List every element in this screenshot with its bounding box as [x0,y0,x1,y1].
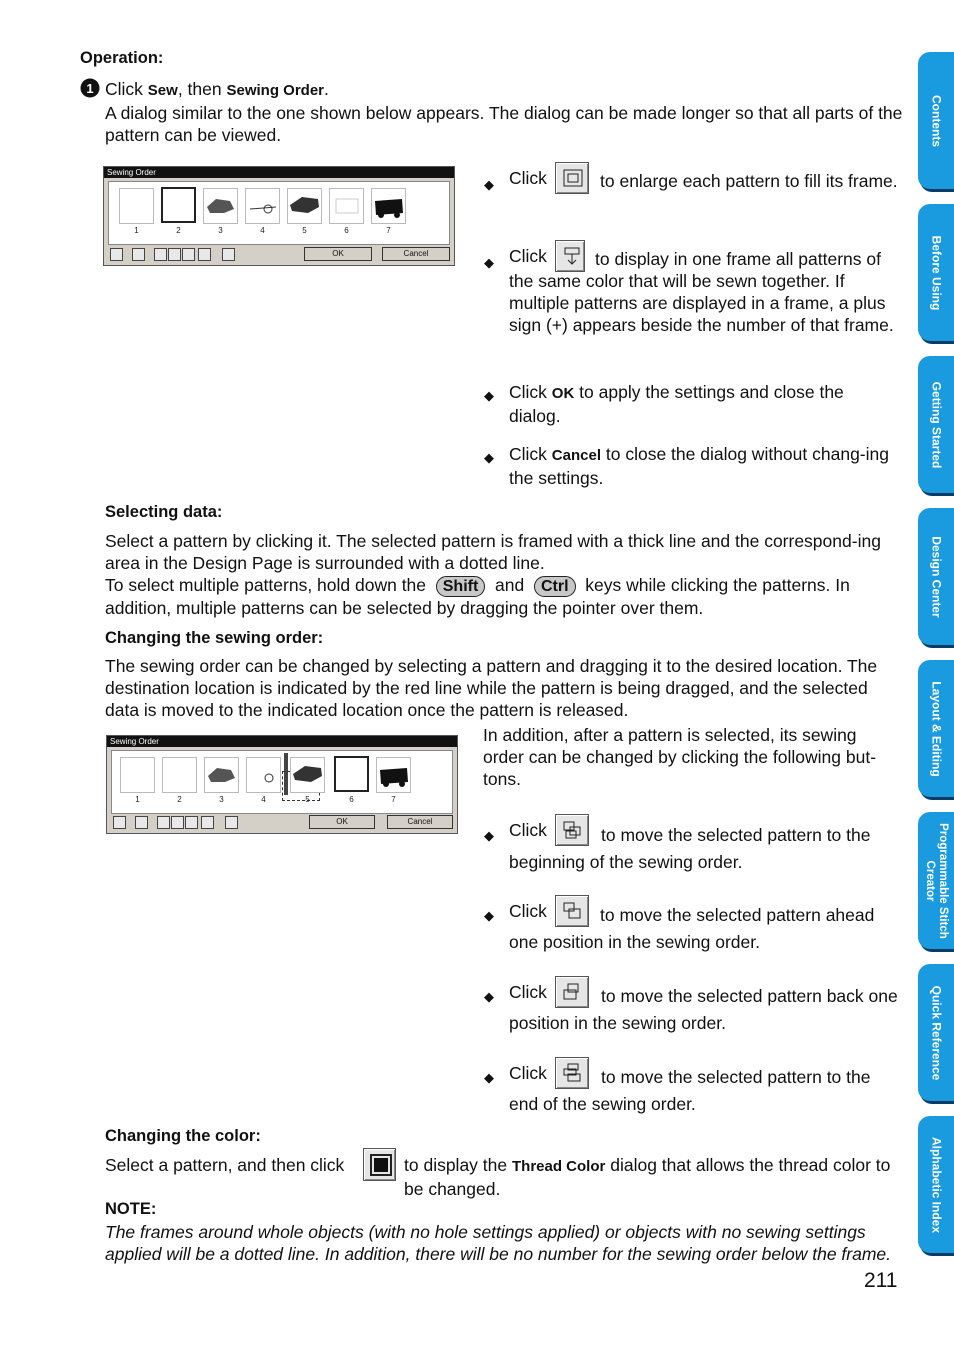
enlarge-icon[interactable] [110,248,123,261]
tab-alphabetic-index[interactable]: Alphabetic Index [918,1116,954,1253]
move-to-first-icon[interactable] [154,248,167,261]
bullet-diamond-icon: ◆ [484,450,494,465]
bullet-diamond-icon: ◆ [484,1070,494,1085]
selecting-heading: Selecting data: [105,503,223,521]
selecting-p1: Select a pattern by clicking it. The selected pattern is framed with a thick line and the correspond-ing area in the Design Page is surrounded with a dotted line. [105,531,881,573]
sewing-order-dialog-1 [103,166,455,266]
frame-number: 2 [177,795,182,804]
step1-description: A dialog similar to the one shown below appears. The dialog can be made longer so that all parts of the pattern can be viewed. [105,103,903,145]
ctrl-key: Ctrl [534,576,576,597]
move-ahead-icon[interactable] [168,248,181,261]
note-text: The frames around whole objects (with no hole settings applied) or objects with no sewing settings applied will be a dotted line. In addition, there will be no number for the sewing order below the frame. [105,1222,892,1264]
pattern-frame[interactable] [246,757,281,793]
selecting-p2: To select multiple patterns, hold down the Shift and Ctrl keys while clicking the patterns. In addition, multiple patterns can be selected by dragging the pointer over them. [105,575,850,618]
bullet-diamond-icon: ◆ [484,255,494,270]
sewing-order-dialog-2 [106,735,458,834]
frame-number: 1 [134,226,139,235]
bullet-diamond-icon: ◆ [484,908,494,923]
bullet-ok: Click OK to apply the settings and close the dialog. [509,382,844,426]
tab-design-center[interactable]: Design Center [918,508,954,645]
thread-color-icon[interactable] [363,1148,396,1181]
pattern-frame[interactable] [120,757,155,793]
step-number-badge [80,78,104,100]
dialog-title: Sewing Order [104,167,454,178]
bullet-first-text: to move the selected pattern to the beginning of the sewing order. [509,825,871,872]
ok-button[interactable]: OK [304,247,372,261]
pattern-frames-area [111,750,453,814]
pattern-frame[interactable] [371,188,406,224]
changing-order-p2: In addition, after a pattern is selected, its sewing order can be changed by clicking the following but-tons. [483,725,877,789]
tab-layout-editing[interactable]: Layout & Editing [918,660,954,797]
changing-color-text-b: to display the Thread Color dialog that allows the thread color to be changed. [404,1155,891,1199]
bullet-back-text: to move the selected pattern back one position in the sewing order. [509,986,898,1033]
move-to-last-icon[interactable] [198,248,211,261]
pattern-frame[interactable] [329,188,364,224]
shift-key: Shift [436,576,486,597]
move-to-first-icon[interactable] [157,816,170,829]
bullet-group: Click [509,240,585,272]
bullet-back: Click [509,976,589,1008]
frame-number: 6 [349,795,354,804]
move-ahead-icon[interactable] [171,816,184,829]
frame-number: 6 [344,226,349,235]
bullet-diamond-icon: ◆ [484,828,494,843]
cancel-button[interactable]: Cancel [382,247,450,261]
sewing-order-ref: Sewing Order [226,82,325,99]
pattern-frame[interactable] [376,757,411,793]
bullet-first: Click [509,814,899,846]
bullet-enlarge-text: to enlarge each pattern to fill its frame. [600,171,898,191]
group-color-icon[interactable] [132,248,145,261]
frame-number: 3 [218,226,223,235]
frame-number: 4 [261,795,266,804]
step1-line: Click Sew, then Sewing Order. [105,79,329,99]
move-to-last-icon[interactable] [201,816,214,829]
bullet-diamond-icon: ◆ [484,388,494,403]
bullet-cancel: Click Cancel to close the dialog without chang-ing the settings. [509,444,889,488]
bullet-enlarge: Click [509,162,899,194]
operation-heading: Operation: [80,49,164,67]
ok-button[interactable]: OK [309,815,375,829]
move-back-icon[interactable] [185,816,198,829]
frame-number: 7 [386,226,391,235]
pattern-frame[interactable] [119,188,154,224]
changing-order-heading: Changing the sewing order: [105,629,324,647]
pattern-frame[interactable] [290,757,325,793]
frame-number: 3 [219,795,224,804]
changing-color-text-a: Select a pattern, and then click [105,1155,345,1175]
dialog-title: Sewing Order [107,736,457,747]
pattern-frames-area [108,181,450,245]
thread-color-icon[interactable] [225,816,238,829]
enlarge-icon[interactable] [555,162,589,194]
pattern-frame[interactable] [245,188,280,224]
frame-number: 7 [391,795,396,804]
frame-number: 5 [305,795,310,804]
frame-number: 2 [176,226,181,235]
thread-color-ref: Thread Color [512,1158,606,1175]
thread-color-icon[interactable] [222,248,235,261]
tab-contents[interactable]: Contents [918,52,954,189]
pattern-frame[interactable] [204,757,239,793]
pattern-frame[interactable] [203,188,238,224]
thread-color-button[interactable] [363,1148,396,1181]
pattern-frame[interactable] [161,187,196,223]
svg-text:1: 1 [86,81,94,96]
tab-quick-reference[interactable]: Quick Reference [918,964,954,1101]
cancel-button[interactable]: Cancel [387,815,453,829]
bullet-ahead-text: to move the selected pattern ahead one position in the sewing order. [509,905,875,952]
frame-number: 1 [135,795,140,804]
bullet-group-text: to display in one frame all patterns of the same color that will be sewn together. If multiple patterns are displayed in a frame, a plus sign (+) appears beside the number of that frame. [509,249,894,335]
bullet-last: Click [509,1057,589,1089]
tab-getting-started[interactable]: Getting Started [918,356,954,493]
frame-number: 5 [302,226,307,235]
bullet-diamond-icon: ◆ [484,177,494,192]
tab-programmable-stitch-creator[interactable]: Programmable Stitch Creator [918,812,954,949]
note-label: NOTE: [105,1200,157,1218]
bullet-ahead: Click [509,895,589,927]
bullet-last-text: to move the selected pattern to the end of the sewing order. [509,1067,871,1114]
sew-menu-ref: Sew [147,82,178,99]
pattern-frame[interactable] [334,756,369,792]
bullet-diamond-icon: ◆ [484,989,494,1004]
tab-before-using[interactable]: Before Using [918,204,954,341]
enlarge-icon[interactable] [113,816,126,829]
pattern-frame[interactable] [162,757,197,793]
changing-order-p1: The sewing order can be changed by selecting a pattern and dragging it to the desired location. The destination location is indicated by the red line while the pattern is being dragged, and the selected data is moved to the indicated location once the pattern is released. [105,656,878,720]
page-number: 211 [864,1269,898,1292]
frame-number: 4 [260,226,265,235]
changing-color-heading: Changing the color: [105,1127,261,1145]
group-color-icon[interactable] [135,816,148,829]
pattern-frame[interactable] [287,188,322,224]
move-back-icon[interactable] [182,248,195,261]
